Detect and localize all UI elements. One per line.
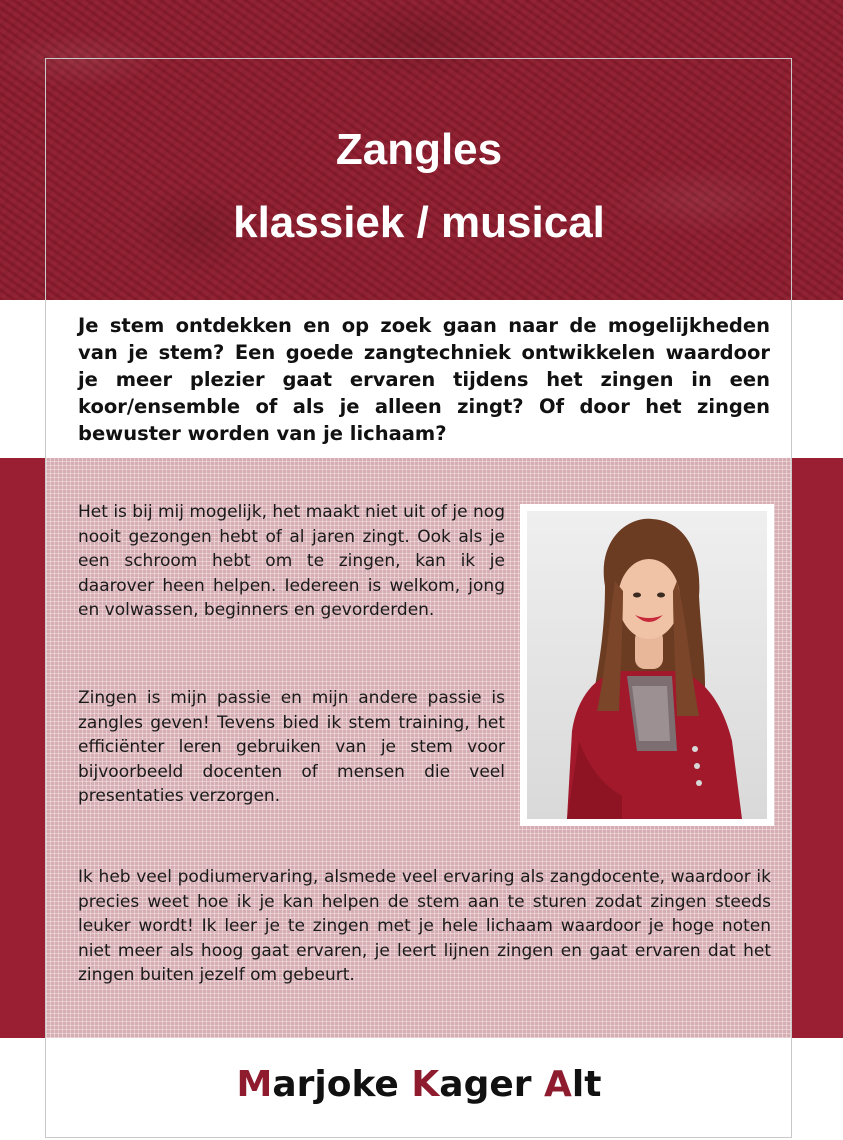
- footer-name: [46, 1064, 792, 1105]
- page-title: Zangles: [335, 125, 503, 174]
- footer-name-part: K: [411, 1064, 440, 1105]
- footer-name-part: ager: [439, 1064, 545, 1105]
- footer-name-part: A: [544, 1064, 572, 1105]
- portrait-photo: [527, 511, 767, 819]
- footer-name-part: lt: [571, 1064, 602, 1105]
- body-paragraph-3: Ik heb veel podiumervaring, alsmede veel ervaring als zangdocente, waardoor ik precies weet hoe ik je kan helpen de stem aan te sturen zodat zingen steeds leuker wordt! Ik leer je te zingen met je hele lichaam waardoor je hoge noten niet meer als hoog gaat ervaren, je leert lijnen zingen en gaat ervaren dat het zingen buiten jezelf om gebeurt.: [78, 867, 771, 985]
- body-paragraph-2: Zingen is mijn passie en mijn andere passie is zangles geven! Tevens bied ik stem training, het efficiënter leren gebruiken van je stem voor bijvoorbeeld docenten of mensen die veel presentaties verzorgen.: [78, 688, 505, 806]
- footer-name-part: M: [236, 1064, 273, 1105]
- portrait-illustration: [527, 511, 767, 819]
- portrait-photo-frame: [520, 504, 774, 826]
- footer-name-part: arjoke: [272, 1064, 412, 1105]
- intro-paragraph: Je stem ontdekken en op zoek gaan naar de mogelijkheden van je stem? Een goede zangtechniek ontwikkelen waardoor je meer plezier gaat ervaren tijdens het zingen in een koor/ensemble of als je alleen zingt? Of door het zingen bewuster worden van je lichaam?: [78, 314, 770, 445]
- body-paragraph-1: Het is bij mij mogelijk, het maakt niet uit of je nog nooit gezongen hebt of al jaren zingt. Ook als je een schroom hebt om te zingen, kan ik je daarover heen helpen. Iedereen is welkom, jong en volwassen, beginners en gevorderden.: [78, 502, 505, 620]
- page-subtitle: klassiek / musical: [233, 198, 605, 247]
